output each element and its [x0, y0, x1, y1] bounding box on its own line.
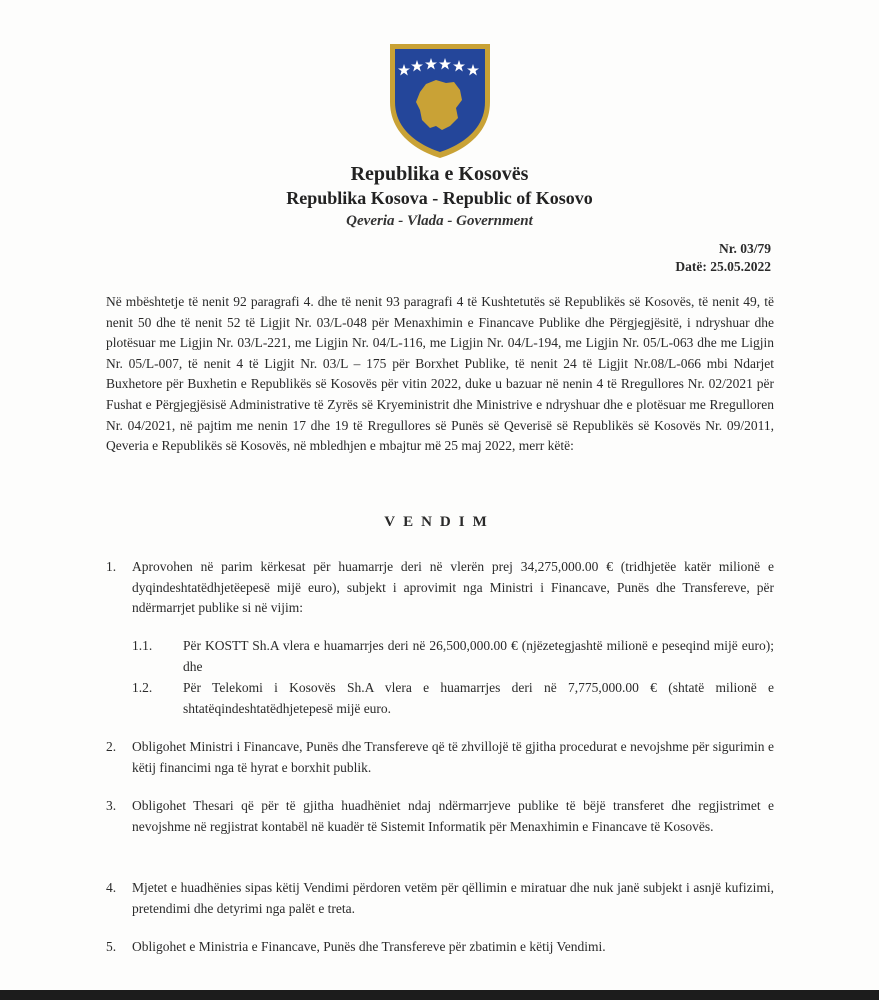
decision-title: VENDIM — [384, 514, 495, 530]
item-3-number: 3. — [106, 798, 117, 813]
item-1-text: Aprovohen në parim kërkesat për huamarrje deri në vlerën prej 34,275,000.00 € (tridhjetëe katër milionë e dyqindeshtatëdhjetëepesë mijë euro), subjekt i aprovimit nga Ministri i Financave, Punës dhe Transfereve, për ndërmarrjet publike si në vijim: — [132, 559, 774, 616]
item-3-text: Obligohet Thesari që për të gjitha huadhëniet ndaj ndërmarrjeve publike të bëjë transferet dhe regjistrimet e nevojshme në regjistrat kontabël në kuadër të Sistemit Informatik për Menaxhimin e Financave të Kosovës. — [132, 798, 774, 834]
decision-date: Datë: 25.05.2022 — [675, 259, 771, 274]
header-government: Qeveria - Vlada - Government — [346, 213, 533, 229]
item-2-number: 2. — [106, 739, 117, 754]
decision-number: Nr. 03/79 — [718, 241, 771, 256]
header-republic-albanian: Republika e Kosovës — [350, 163, 529, 185]
kosovo-coat-of-arms-icon — [386, 40, 494, 160]
item-1-2-text: Për Telekomi i Kosovës Sh.A vlera e huamarrjes deri në 7,775,000.00 € (shtatë milionë e shtatëqindeshtatëdhjetepesë mijë euro. — [183, 680, 774, 716]
item-1-number: 1. — [106, 559, 117, 574]
item-4-text: Mjetet e huadhënies sipas këtij Vendimi përdoren vetëm për qëllimin e miratuar dhe nuk janë subjekt i asnjë kufizimi, pretendimi dhe detyrimi nga palët e treta. — [132, 880, 774, 916]
bottom-bar — [0, 990, 879, 1000]
item-2-text: Obligohet Ministri i Financave, Punës dhe Transfereve që të zhvillojë të gjitha procedurat e nevojshme për sigurimin e këtij financimi nga të hyrat e borxhit publik. — [132, 739, 774, 775]
item-1-2-number: 1.2. — [132, 680, 153, 695]
item-4-number: 4. — [106, 880, 117, 895]
item-5-number: 5. — [106, 939, 117, 954]
item-1-1-text: Për KOSTT Sh.A vlera e huamarrjes deri në 26,500,000.00 € (njëzetegjashtë milionë e peseqind mijë euro); dhe — [183, 638, 774, 674]
item-5-text: Obligohet e Ministria e Financave, Punës dhe Transfereve për zbatimin e këtij Vendimi. — [132, 939, 606, 954]
item-1-1-number: 1.1. — [132, 638, 153, 653]
intro-paragraph: Në mbështetje të nenit 92 paragrafi 4. dhe të nenit 93 paragrafi 4 të Kushtetutës së Republikës së Kosovës, të nenit 49, të nenit 50 dhe të nenit 52 të Ligjit Nr. 03/L-048 për Menaxhimin e Financave Publike dhe Përgjegjësitë, i ndryshuar dhe plotësuar me Ligjin Nr. 03/L-221, me Ligjin Nr. 04/L-116, me Ligjin Nr. 04/L-194, me Ligjin Nr. 05/L-063 dhe me Ligjin Nr. 05/L-007, të nenit 4 të Ligjit Nr. 03/L – 175 për Borxhet Publike, të nenit 24 të Ligjit Nr.08/L-066 mbi Ndarjet Buxhetore për Buxhetin e Republikës së Kosovës për vitin 2022, duke u bazuar në nenin 4 të Rregullores Nr. 02/2021 për Fushat e Përgjegjësisë Administrative të Zyrës së Kryeministrit dhe Ministrive e ndryshuar dhe e plotësuar me Rregulloren Nr. 04/2021, në pajtim me nenin 17 dhe 19 të Rregullores së Punës së Qeverisë së Republikës së Kosovës Nr. 09/2011, Qeveria e Republikës së Kosovës, në mbledhjen e mbajtur më 25 maj 2022, merr këtë: — [106, 294, 774, 454]
header-republic-serbian-english: Republika Kosova - Republic of Kosovo — [286, 188, 593, 208]
